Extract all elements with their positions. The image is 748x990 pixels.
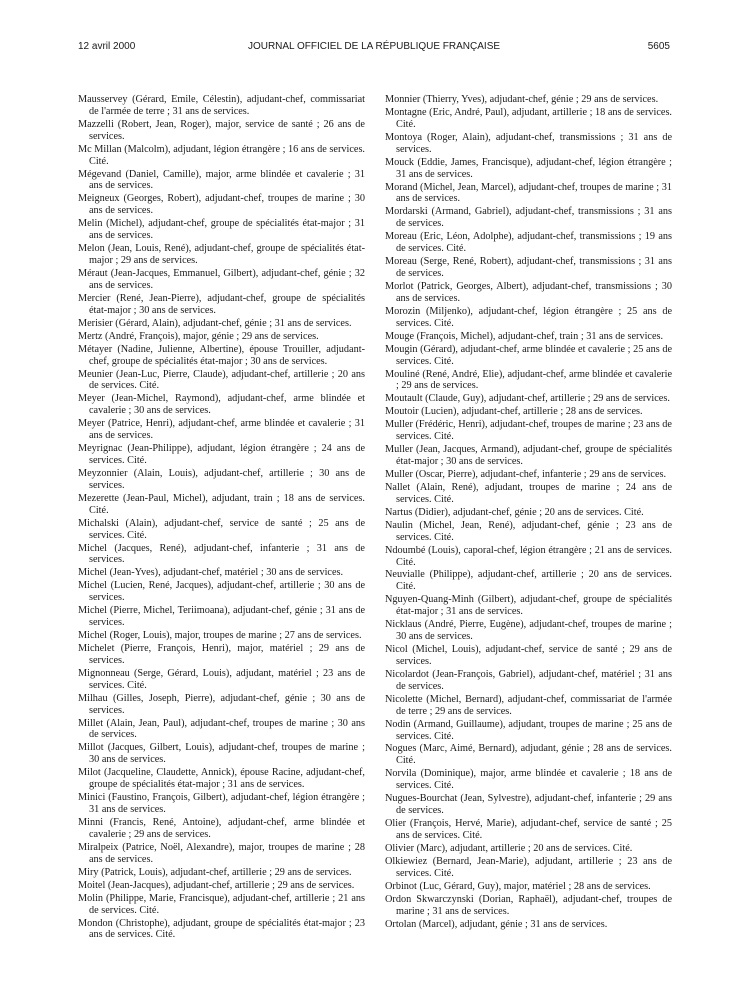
- list-item: Moutoir (Lucien), adjudant-chef, artillerie ; 28 ans de services.: [385, 406, 643, 418]
- list-item: Nogues (Marc, Aimé, Bernard), adjudant, génie ; 28 ans de services. Cité.: [385, 743, 672, 767]
- list-item: Orbinot (Luc, Gérard, Guy), major, matériel ; 28 ans de services.: [385, 880, 651, 892]
- list-item: Mégevand (Daniel, Camille), major, arme blindée et cavalerie ; 31 ans de services.: [78, 168, 365, 192]
- list-item: Nicolette (Michel, Bernard), adjudant-chef, commissariat de l'armée de terre ; 29 ans de services.: [385, 693, 672, 717]
- list-item: Muller (Frédéric, Henri), adjudant-chef, troupes de marine ; 23 ans de services. Cité.: [385, 419, 672, 443]
- journal-title: JOURNAL OFFICIEL DE LA RÉPUBLIQUE FRANÇAISE: [247, 41, 501, 52]
- list-item: Ordon Skwarczynski (Dorian, Raphaël), adjudant-chef, troupes de marine ; 31 ans de services.: [385, 893, 672, 917]
- list-item: Minni (Francis, René, Antoine), adjudant-chef, arme blindée et cavalerie ; 29 ans de services.: [78, 817, 365, 840]
- list-item: Miry (Patrick, Louis), adjudant-chef, artillerie ; 29 ans de services.: [78, 866, 352, 878]
- list-item: Meunier (Jean-Luc, Pierre, Claude), adjudant-chef, artillerie ; 20 ans de services. Cité.: [78, 368, 365, 392]
- list-item: Nugues-Bourchat (Jean, Sylvestre), adjudant-chef, infanterie ; 29 ans de services.: [385, 793, 672, 817]
- list-item: Mouge (François, Michel), adjudant-chef, train ; 31 ans de services.: [385, 330, 664, 342]
- list-item: Meyrignac (Jean-Philippe), adjudant, légion étrangère ; 24 ans de services. Cité.: [78, 443, 365, 466]
- list-item: Meyer (Jean-Michel, Raymond), adjudant-chef, arme blindée et cavalerie ; 30 ans de services.: [78, 393, 365, 417]
- list-item: Morand (Michel, Jean, Marcel), adjudant-chef, troupes de marine ; 31 ans de services.: [385, 181, 672, 205]
- list-item: Moutault (Claude, Guy), adjudant-chef, artillerie ; 29 ans de services.: [385, 393, 670, 405]
- list-item: Olivier (Marc), adjudant, artillerie ; 20 ans de services. Cité.: [385, 842, 633, 854]
- list-item: Millet (Alain, Jean, Paul), adjudant-chef, troupes de marine ; 30 ans de services.: [78, 717, 365, 741]
- list-item: Nicolardot (Jean-François, Gabriel), adjudant-chef, matériel ; 31 ans de services.: [385, 668, 672, 692]
- list-item: Morlot (Patrick, Georges, Albert), adjudant-chef, transmissions ; 30 ans de services.: [385, 280, 672, 304]
- list-item: Mougin (Gérard), adjudant-chef, arme blindée et cavalerie ; 25 ans de services. Cité.: [385, 343, 672, 367]
- list-item: Meigneux (Georges, Robert), adjudant-chef, troupes de marine ; 30 ans de services.: [78, 193, 365, 217]
- list-item: Merisier (Gérard, Alain), adjudant-chef, génie ; 31 ans de services.: [78, 317, 352, 329]
- right-column: [385, 94, 672, 932]
- list-item: Moreau (Eric, Léon, Adolphe), adjudant-chef, transmissions ; 19 ans de services. Cité.: [385, 231, 672, 255]
- list-item: Mondon (Christophe), adjudant, groupe de spécialités état-major ; 23 ans de services. Cité.: [78, 917, 365, 941]
- list-item: Mezerette (Jean-Paul, Michel), adjudant, train ; 18 ans de services. Cité.: [78, 492, 365, 516]
- list-item: Nallet (Alain, René), adjudant, troupes de marine ; 24 ans de services. Cité.: [385, 481, 672, 505]
- list-item: Mazzelli (Robert, Jean, Roger), major, service de santé ; 26 ans de services.: [78, 118, 365, 142]
- list-item: Miralpeix (Patrice, Noël, Alexandre), major, troupes de marine ; 28 ans de services.: [78, 841, 365, 865]
- list-item: Michelet (Pierre, François, Henri), major, matériel ; 29 ans de services.: [78, 643, 365, 666]
- left-column: [78, 94, 365, 942]
- list-item: Muller (Jean, Jacques, Armand), adjudant-chef, groupe de spécialités état-major ; 30 ans de services.: [385, 444, 672, 468]
- list-item: Michel (Jean-Yves), adjudant-chef, matériel ; 30 ans de services.: [78, 567, 344, 579]
- list-item: Michel (Pierre, Michel, Teriimoana), adjudant-chef, génie ; 31 ans de services.: [78, 605, 365, 629]
- list-item: Monnier (Thierry, Yves), adjudant-chef, génie ; 29 ans de services.: [385, 94, 659, 105]
- list-item: Michel (Roger, Louis), major, troupes de marine ; 27 ans de services.: [78, 630, 362, 642]
- list-item: Mouliné (René, André, Elie), adjudant-chef, arme blindée et cavalerie ; 29 ans de services.: [385, 368, 672, 392]
- list-item: Naulin (Michel, Jean, René), adjudant-chef, génie ; 23 ans de services. Cité.: [385, 519, 672, 543]
- list-item: Mercier (René, Jean-Pierre), adjudant-chef, groupe de spécialités état-major ; 30 ans de services.: [78, 292, 365, 316]
- list-item: Nicklaus (André, Pierre, Eugène), adjudant-chef, troupes de marine ; 30 ans de services.: [385, 619, 672, 643]
- list-item: Métayer (Nadine, Julienne, Albertine), épouse Trouiller, adjudant-chef, groupe de spécialités état-major ; 30 ans de services.: [78, 343, 365, 367]
- list-item: Ortolan (Marcel), adjudant, génie ; 31 ans de services.: [385, 918, 608, 930]
- list-item: Nicol (Michel, Louis), adjudant-chef, service de santé ; 29 ans de services.: [385, 644, 672, 667]
- list-item: Ndoumbé (Louis), caporal-chef, légion étrangère ; 21 ans de services. Cité.: [385, 544, 672, 568]
- list-item: Michel (Lucien, René, Jacques), adjudant-chef, artillerie ; 30 ans de services.: [78, 580, 365, 604]
- list-item: Moitel (Jean-Jacques), adjudant-chef, artillerie ; 29 ans de services.: [78, 879, 355, 891]
- list-item: Michalski (Alain), adjudant-chef, service de santé ; 25 ans de services. Cité.: [78, 517, 365, 541]
- list-item: Nguyen-Quang-Minh (Gilbert), adjudant-chef, groupe de spécialités état-major ; 31 ans de services.: [385, 594, 672, 618]
- list-item: Mausservey (Gérard, Emile, Célestin), adjudant-chef, commissariat de l'armée de terre ; 31 ans de services.: [78, 94, 365, 117]
- list-item: Montagne (Eric, André, Paul), adjudant, artillerie ; 18 ans de services. Cité.: [385, 106, 672, 130]
- list-item: Nodin (Armand, Guillaume), adjudant, troupes de marine ; 25 ans de services. Cité.: [385, 718, 672, 742]
- list-item: Olkiewiez (Bernard, Jean-Marie), adjudant, artillerie ; 23 ans de services. Cité.: [385, 855, 672, 879]
- list-item: Melin (Michel), adjudant-chef, groupe de spécialités état-major ; 31 ans de services.: [78, 218, 365, 242]
- list-item: Mignonneau (Serge, Gérard, Louis), adjudant, matériel ; 23 ans de services. Cité.: [78, 667, 365, 691]
- list-item: Milot (Jacqueline, Claudette, Annick), épouse Racine, adjudant-chef, groupe de spécialités état-major ; 31 ans de services.: [78, 767, 365, 791]
- list-item: Meyzonnier (Alain, Louis), adjudant-chef, artillerie ; 30 ans de services.: [78, 467, 365, 491]
- list-item: Norvila (Dominique), major, arme blindée et cavalerie ; 18 ans de services. Cité.: [385, 768, 672, 792]
- list-item: Molin (Philippe, Marie, Francisque), adjudant-chef, artillerie ; 21 ans de services. Cité.: [78, 892, 365, 916]
- list-item: Michel (Jacques, René), adjudant-chef, infanterie ; 31 ans de services.: [78, 542, 365, 566]
- list-item: Mordarski (Armand, Gabriel), adjudant-chef, transmissions ; 31 ans de services.: [385, 206, 672, 230]
- list-item: Méraut (Jean-Jacques, Emmanuel, Gilbert), adjudant-chef, génie ; 32 ans de services.: [78, 268, 365, 291]
- list-item: Olier (François, Hervé, Marie), adjudant-chef, service de santé ; 25 ans de services. Cité.: [385, 818, 672, 841]
- list-item: Morozin (Miljenko), adjudant-chef, légion étrangère ; 25 ans de services. Cité.: [385, 305, 672, 329]
- list-item: Moreau (Serge, René, Robert), adjudant-chef, transmissions ; 31 ans de services.: [385, 256, 672, 280]
- list-item: Minici (Faustino, François, Gilbert), adjudant-chef, légion étrangère ; 31 ans de services.: [78, 792, 365, 816]
- list-item: Mc Millan (Malcolm), adjudant, légion étrangère ; 16 ans de services. Cité.: [78, 143, 365, 167]
- list-item: Muller (Oscar, Pierre), adjudant-chef, infanterie ; 29 ans de services.: [385, 468, 667, 480]
- list-item: Neuvialle (Philippe), adjudant-chef, artillerie ; 20 ans de services. Cité.: [385, 569, 672, 593]
- page-number: 5605: [647, 41, 670, 52]
- list-item: Melon (Jean, Louis, René), adjudant-chef, groupe de spécialités état-major ; 29 ans de services.: [78, 243, 365, 267]
- list-item: Millot (Jacques, Gilbert, Louis), adjudant-chef, troupes de marine ; 30 ans de services.: [78, 742, 365, 766]
- list-item: Milhau (Gilles, Joseph, Pierre), adjudant-chef, génie ; 30 ans de services.: [78, 692, 365, 716]
- list-item: Montoya (Roger, Alain), adjudant-chef, transmissions ; 31 ans de services.: [385, 131, 672, 155]
- list-item: Nartus (Didier), adjudant-chef, génie ; 20 ans de services. Cité.: [385, 506, 644, 518]
- list-item: Mouck (Eddie, James, Francisque), adjudant-chef, légion étrangère ; 31 ans de services.: [385, 156, 672, 180]
- page-header: [78, 41, 670, 55]
- list-item: Mertz (André, François), major, génie ; 29 ans de services.: [78, 330, 319, 342]
- list-item: Meyer (Patrice, Henri), adjudant-chef, arme blindée et cavalerie ; 31 ans de services.: [78, 418, 365, 442]
- publication-date: 12 avril 2000: [78, 41, 136, 52]
